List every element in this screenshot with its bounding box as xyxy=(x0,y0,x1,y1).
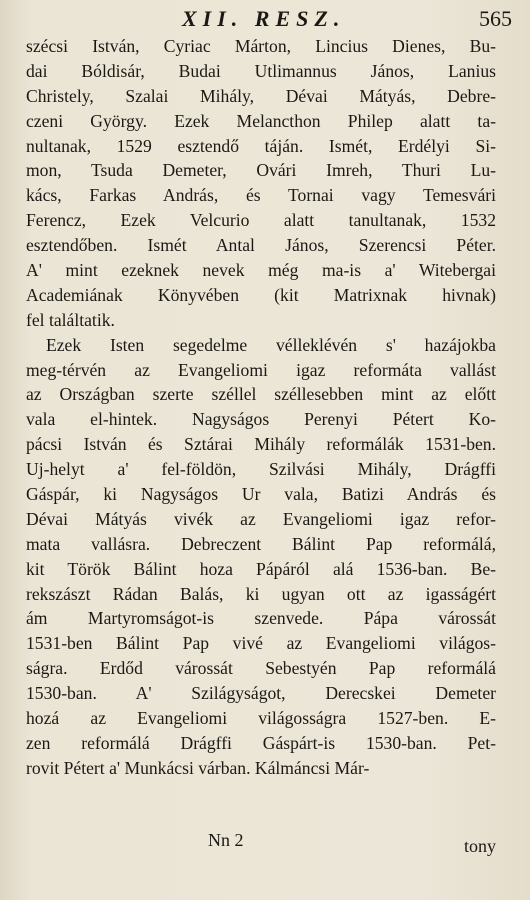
text-body xyxy=(26,34,496,781)
text-line: A' mint ezeknek nevek még ma-is a' Witebergai xyxy=(26,260,496,281)
text-line: ám Martyromságot-is szenvede. Pápa várossát xyxy=(26,608,496,629)
text-line: Uj-helyt a' fel-földön, Szilvási Mihály, Drágffi xyxy=(26,459,496,480)
text-line: Gáspár, ki Nagyságos Ur vala, Batizi András és xyxy=(26,484,496,505)
text-line: czeni György. Ezek Melancthon Philep alatt ta- xyxy=(26,110,496,131)
text-line: vala el-hintek. Nagyságos Perenyi Pétert Ko- xyxy=(26,409,496,430)
text-line: meg-térvén az Evangeliomi igaz reformáta vallást xyxy=(26,359,496,380)
chapter-title: XII. RESZ. xyxy=(182,6,346,31)
text-line: hozá az Evangeliomi világosságra 1527-ben. E- xyxy=(26,708,496,729)
text-line: dai Bóldisár, Budai Utlimannus János, Lanius xyxy=(26,60,496,81)
text-line: mon, Tsuda Demeter, Ovári Imreh, Thuri Lu- xyxy=(26,160,496,181)
text-line: rovit Pétert a' Munkácsi várban. Kálmáncsi Már- xyxy=(26,757,370,778)
text-line: Academiának Könyvében (kit Matrixnak hivnak) xyxy=(26,284,496,305)
page-number: 565 xyxy=(479,6,512,31)
text-line: Dévai Mátyás vivék az Evangeliomi igaz refor- xyxy=(26,508,496,529)
text-line: kit Török Bálint hoza Pápáról alá 1536-ban. Be- xyxy=(26,558,496,579)
text-line: Christely, Szalai Mihály, Dévai Mátyás, Debre- xyxy=(26,85,496,106)
text-line: szécsi István, Cyriac Márton, Lincius Dienes, Bu- xyxy=(26,36,496,56)
text-line: fel találtatik. xyxy=(26,309,115,330)
text-line: kács, Farkas András, és Tornai vagy Temesvári xyxy=(26,185,496,206)
text-line: ságra. Erdőd várossát Sebestyén Pap reformálá xyxy=(26,658,496,679)
text-line: Ezek Isten segedelme vélleklévén s' hazájokba xyxy=(46,334,496,355)
text-line: az Országban szerte széllel széllesebben mint az előtt xyxy=(26,384,496,405)
catchword: tony xyxy=(463,836,496,856)
text-line: 1530-ban. A' Szilágyságot, Derecskei Demeter xyxy=(26,683,496,704)
text-line: mata vallásra. Debreczent Bálint Pap reformálá, xyxy=(26,533,496,554)
text-line: esztendőben. Ismét Antal János, Szerencsi Péter. xyxy=(26,235,496,256)
text-line: 1531-ben Bálint Pap vivé az Evangeliomi világos- xyxy=(26,633,496,654)
text-line: pácsi István és Sztárai Mihály reformálák 1531-ben. xyxy=(26,434,496,455)
running-header xyxy=(22,4,512,34)
text-line: rekszászt Rádan Balás, ki ugyan ott az igasságért xyxy=(26,583,496,604)
text-line: Ferencz, Ezek Velcurio alatt tanultanak, 1532 xyxy=(26,210,496,231)
signature-mark: Nn 2 xyxy=(208,830,244,850)
page-footer xyxy=(26,828,496,858)
text-line: nultanak, 1529 esztendő táján. Ismét, Erdélyi Si- xyxy=(26,135,496,156)
text-line: zen reformálá Drágffi Gáspárt-is 1530-ban. Pet- xyxy=(26,732,496,753)
